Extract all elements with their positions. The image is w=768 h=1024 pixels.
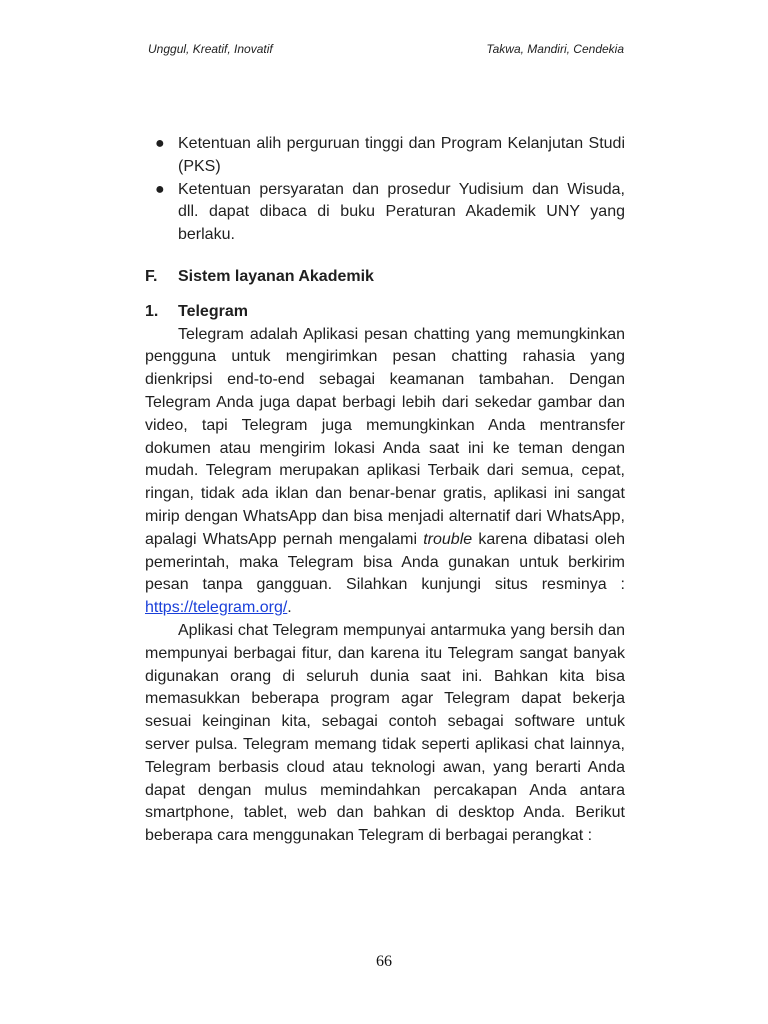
telegram-website-link[interactable]: https://telegram.org/ (145, 599, 288, 617)
subsection-title: Telegram (178, 302, 248, 320)
section-number: F. (145, 267, 158, 285)
paragraph-end: . (287, 599, 292, 617)
paragraph-telegram-features: Aplikasi chat Telegram mempunyai antarmuka yang bersih dan mempunyai berbagai fitur, dan karena itu Telegram sangat banyak digunakan orang di seluruh dunia saat ini. Bahkan kita bisa memasukkan beberapa program agar Telegram dapat bekerja sesuai keinginan kita, sebagai contoh sebagai software untuk server pulsa. Telegram memang tidak seperti aplikasi chat lainnya, Telegram berbasis cloud atau teknologi awan, yang berarti Anda dapat dengan mulus memindahkan percakapan Anda antara smartphone, tablet, web dan bahkan di desktop Anda. Berikut beberapa cara menggunakan Telegram di berbagai perangkat : (145, 621, 625, 845)
section-heading (145, 266, 625, 289)
bullet-icon: ● (155, 135, 165, 152)
header-right-motto: Takwa, Mandiri, Cendekia (486, 42, 624, 56)
bullet-icon: ● (155, 180, 165, 198)
paragraph-telegram-intro (145, 324, 625, 620)
bullet-text: Ketentuan alih perguruan tinggi dan Program Kelanjutan Studi (PKS) (178, 135, 625, 175)
running-header (148, 42, 624, 56)
subsection-heading (145, 301, 625, 324)
bullet-item (145, 179, 625, 247)
subsection-number: 1. (145, 302, 159, 320)
emphasis-text: trouble (423, 530, 473, 548)
page-number: 66 (376, 953, 392, 970)
bullet-list (145, 133, 625, 247)
header-left-motto: Unggul, Kreatif, Inovatif (148, 42, 273, 56)
body-content (145, 133, 625, 848)
bullet-item (145, 133, 625, 179)
bullet-text: Ketentuan persyaratan dan prosedur Yudisium dan Wisuda, dll. dapat dibaca di buku Peraturan Akademik UNY yang berlaku. (178, 180, 625, 244)
paragraph-text: Telegram adalah Aplikasi pesan chatting yang memungkinkan pengguna untuk mengirimkan pesan chatting rahasia yang dienkripsi end-to-end sebagai keamanan tambahan. Dengan Telegram Anda juga dapat berbagi lebih dari sekedar gambar dan video, tapi Telegram juga memungkinkan Anda mentransfer dokumen atau mengirim lokasi Anda saat ini ke teman dengan mudah. Telegram merupakan aplikasi Terbaik dari semua, cepat, ringan, tidak ada iklan dan benar-benar gratis, aplikasi ini sangat mirip dengan WhatsApp dan bisa menjadi alternatif dari WhatsApp, apalagi WhatsApp pernah mengalami (145, 325, 625, 548)
paragraph-text: karena dibatasi oleh pemerintah, maka Telegram bisa Anda gunakan untuk berkirim pesan tanpa gangguan. Silahkan kunjungi situs resminya : (145, 530, 626, 594)
section-title: Sistem layanan Akademik (178, 267, 374, 285)
